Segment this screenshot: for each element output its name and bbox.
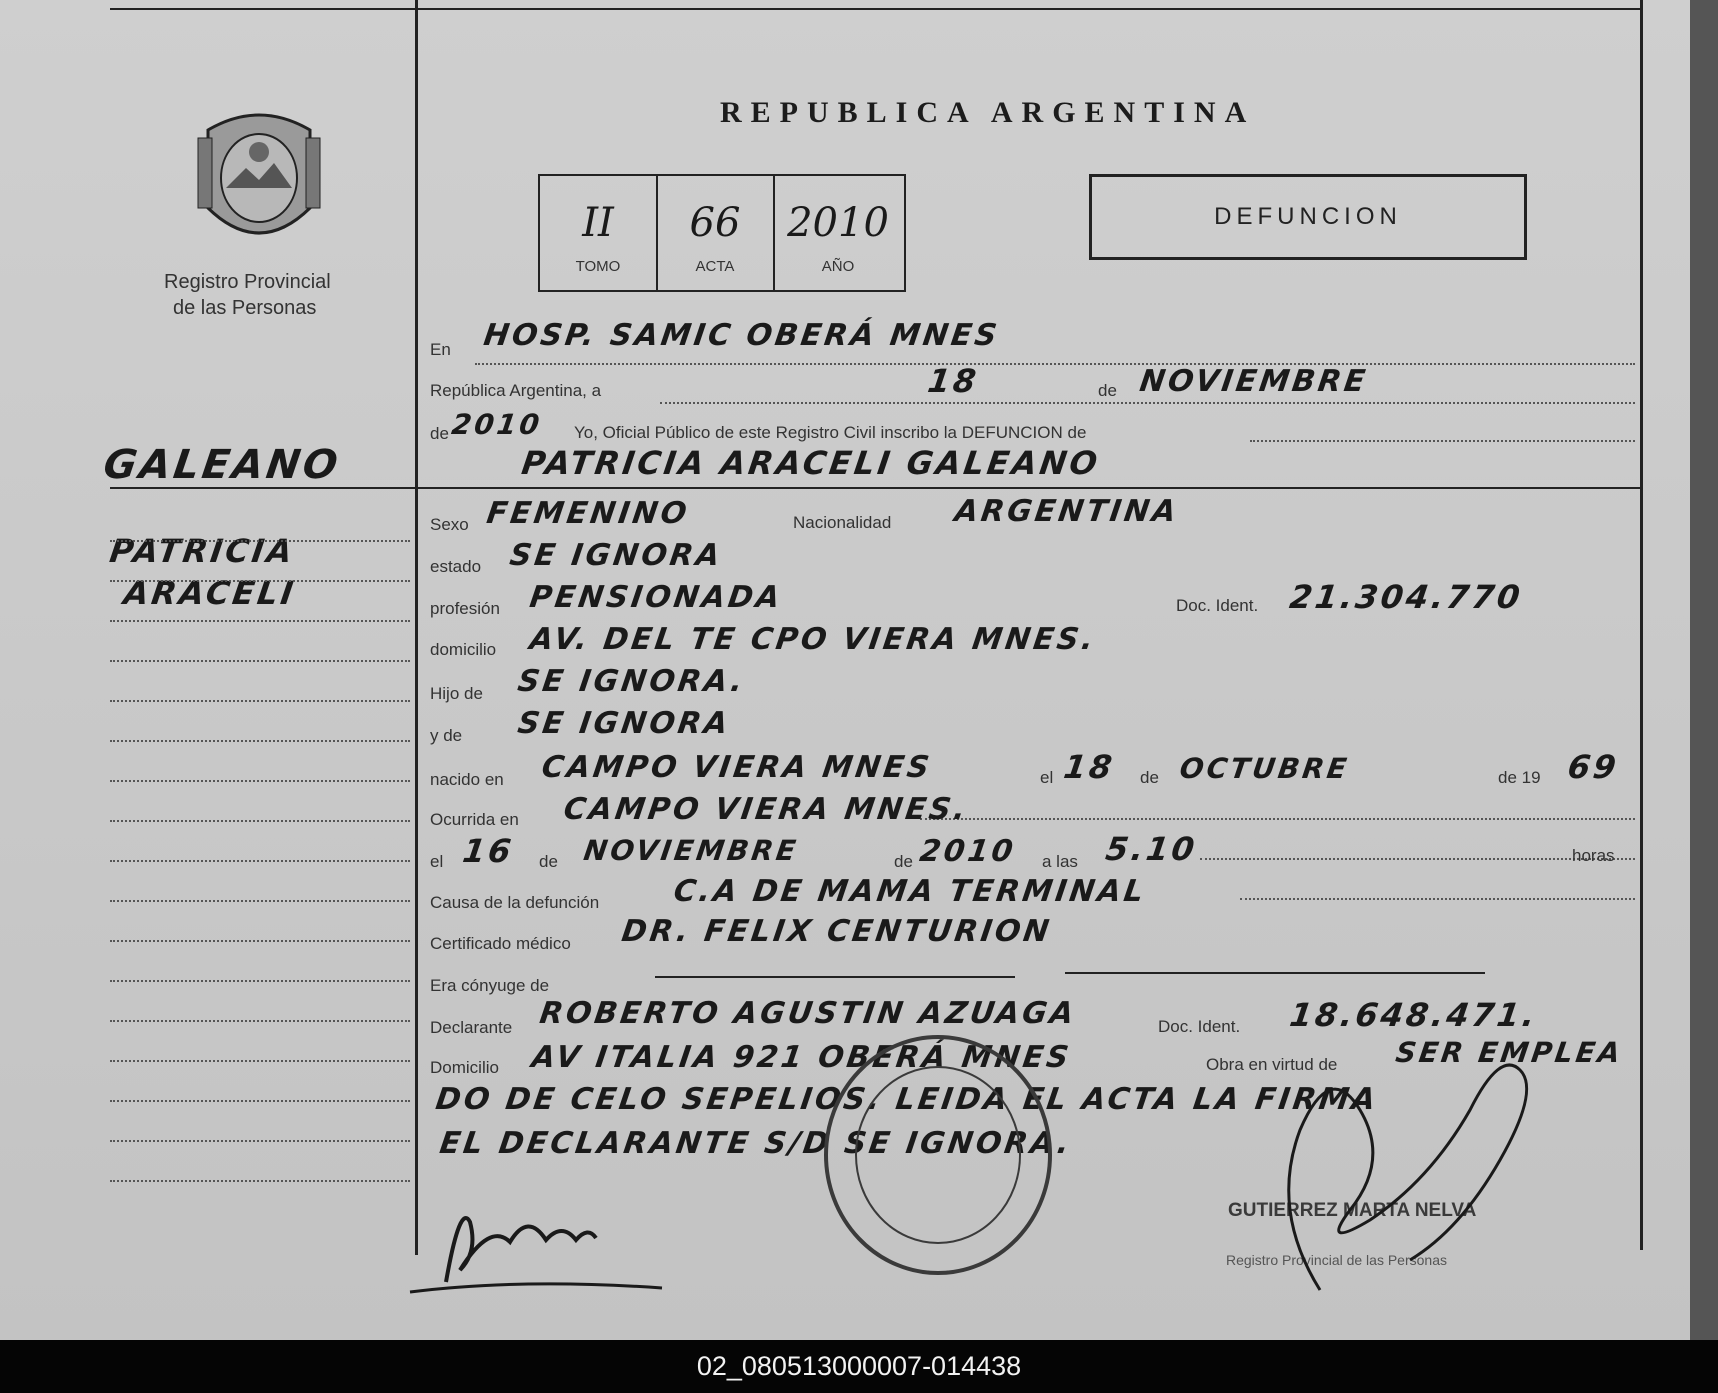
domicilio-label-2: Domicilio — [430, 1058, 499, 1077]
declarant-signature-icon — [400, 1182, 670, 1302]
de19-label: de 19 — [1498, 768, 1541, 787]
book-edge — [1690, 0, 1718, 1340]
nacido-month: OCTUBRE — [1177, 752, 1352, 785]
nacionalidad-label: Nacionalidad — [793, 513, 892, 532]
tomo-value: II — [582, 200, 614, 246]
causa-label: Causa de la defunción — [430, 893, 600, 912]
hijo-label: Hijo de — [430, 684, 483, 703]
anio-cell — [774, 176, 902, 290]
official-signature-icon — [1260, 990, 1560, 1310]
certificado-value: DR. FELIX CENTURION — [619, 914, 1055, 949]
record-day: 18 — [925, 362, 982, 400]
margin-rule — [110, 1100, 410, 1102]
horas-label: horas — [1572, 846, 1615, 865]
yde-value: SE IGNORA — [515, 706, 733, 741]
provincial-seal-icon — [196, 108, 322, 248]
sexo-value: FEMENINO — [484, 496, 692, 531]
anio-label: AÑO — [821, 258, 855, 275]
official-name: GUTIERREZ MARTA NELVA — [1228, 1200, 1477, 1221]
margin-rule — [110, 1180, 410, 1182]
form-rule — [920, 818, 1635, 820]
form-rule — [1240, 898, 1635, 900]
certificado-label: Certificado médico — [430, 934, 571, 953]
margin-rule — [110, 900, 410, 902]
spouse-line — [655, 976, 1015, 978]
profesion-value: PENSIONADA — [527, 580, 785, 615]
margin-given-1: PATRICIA — [107, 532, 298, 570]
top-rule — [110, 8, 1640, 10]
deceased-name: PATRICIA ARACELI GALEANO — [519, 444, 1103, 482]
registry-name-line2: de las Personas — [173, 297, 317, 319]
declarante-label: Declarante — [430, 1018, 513, 1037]
form-rule — [475, 363, 1635, 365]
spouse-line-2 — [1065, 972, 1485, 974]
sexo-label: Sexo — [430, 515, 469, 534]
note-line-1: DO DE CELO SEPELIOS. LEIDA EL ACTA LA FIRMA — [433, 1082, 1381, 1117]
declarante-doc: 18.648.471. — [1287, 996, 1541, 1034]
ocurrida-value: CAMPO VIERA MNES. — [561, 792, 971, 827]
form-rule — [1200, 858, 1635, 860]
estado-label: estado — [430, 557, 482, 576]
margin-rule — [110, 940, 410, 942]
margin-rule — [110, 620, 410, 622]
nacido-label: nacido en — [430, 770, 504, 789]
right-border — [1640, 0, 1643, 1250]
record-type-box: DEFUNCION — [1089, 174, 1527, 260]
domicilio-value: AV. DEL TE CPO VIERA MNES. — [527, 622, 1099, 657]
tomo-cell — [540, 176, 658, 290]
note-line-2: EL DECLARANTE S/D SE IGNORA. — [437, 1126, 1075, 1161]
margin-surname: GALEANO — [100, 442, 344, 488]
margin-given-2: ARACELI — [121, 574, 299, 612]
ocurrida-day: 16 — [460, 832, 517, 870]
de-label: de — [1098, 381, 1117, 400]
causa-value: C.A DE MAMA TERMINAL — [671, 874, 1149, 909]
margin-rule — [110, 1060, 410, 1062]
margin-rule — [110, 780, 410, 782]
alas-label: a las — [1042, 852, 1078, 871]
year-prefix: de — [430, 424, 449, 443]
form-rule — [1250, 440, 1635, 442]
margin-rule — [110, 580, 410, 582]
registration-box — [538, 174, 906, 292]
margin-rule — [110, 660, 410, 662]
republica-label: República Argentina, a — [430, 381, 602, 400]
margin-rule — [110, 1140, 410, 1142]
declarante-domicilio: AV ITALIA 921 OBERÁ MNES — [529, 1040, 1074, 1075]
ocurrida-time: 5.10 — [1103, 830, 1200, 868]
place-of-record: HOSP. SAMIC OBERÁ MNES — [481, 318, 1002, 353]
nacido-year: 69 — [1565, 748, 1622, 786]
ocurrida-year: 2010 — [917, 834, 1018, 869]
acta-value: 66 — [689, 200, 741, 246]
ocurrida-label: Ocurrida en — [430, 810, 519, 829]
margin-rule — [110, 540, 410, 542]
hijo-value: SE IGNORA. — [515, 664, 748, 699]
margin-rule — [110, 1020, 410, 1022]
declarante-value: ROBERTO AGUSTIN AZUAGA — [537, 996, 1079, 1031]
official-stamp-icon — [818, 1030, 1058, 1280]
margin-rule — [110, 740, 410, 742]
official-title: Registro Provincial de las Personas — [1226, 1252, 1447, 1268]
section-rule — [110, 487, 1640, 489]
de-label-3: de — [539, 852, 558, 871]
nacido-day: 18 — [1061, 748, 1118, 786]
registry-name-line1: Registro Provincial — [164, 271, 331, 293]
doc-value: 21.304.770 — [1287, 578, 1526, 616]
profesion-label: profesión — [430, 599, 500, 618]
margin-rule — [110, 820, 410, 822]
anio-value: 2010 — [787, 200, 889, 246]
acta-cell — [657, 176, 775, 290]
nacionalidad-value: ARGENTINA — [952, 494, 1181, 529]
image-code-bar: 02_080513000007-014438 — [0, 1340, 1718, 1393]
margin-rule — [110, 860, 410, 862]
obra-value: SER EMPLEA — [1393, 1036, 1626, 1069]
doc-label-2: Doc. Ident. — [1158, 1017, 1241, 1036]
ocurrida-month: NOVIEMBRE — [581, 834, 801, 867]
estado-value: SE IGNORA — [507, 538, 725, 573]
de-label-4: de — [894, 852, 913, 871]
acta-label: ACTA — [695, 258, 735, 275]
inscribo-text: Yo, Oficial Público de este Registro Civil inscribo la DEFUNCION de — [574, 423, 1087, 442]
column-divider — [415, 0, 418, 1255]
record-year: 2010 — [449, 408, 545, 441]
de-label-2: de — [1140, 768, 1159, 787]
doc-label: Doc. Ident. — [1176, 596, 1259, 615]
obra-label: Obra en virtud de — [1206, 1055, 1338, 1074]
conyuge-label: Era cónyuge de — [430, 976, 550, 995]
tomo-label: TOMO — [575, 258, 621, 275]
el-label: el — [1040, 768, 1054, 787]
el-label-2: el — [430, 852, 444, 871]
country-title: REPUBLICA ARGENTINA — [720, 96, 1256, 129]
yde-label: y de — [430, 726, 463, 745]
nacido-value: CAMPO VIERA MNES — [539, 750, 935, 785]
en-label: En — [430, 340, 451, 359]
domicilio-label: domicilio — [430, 640, 497, 659]
margin-rule — [110, 700, 410, 702]
record-month: NOVIEMBRE — [1137, 364, 1371, 399]
margin-rule — [110, 980, 410, 982]
form-rule — [660, 402, 1635, 404]
